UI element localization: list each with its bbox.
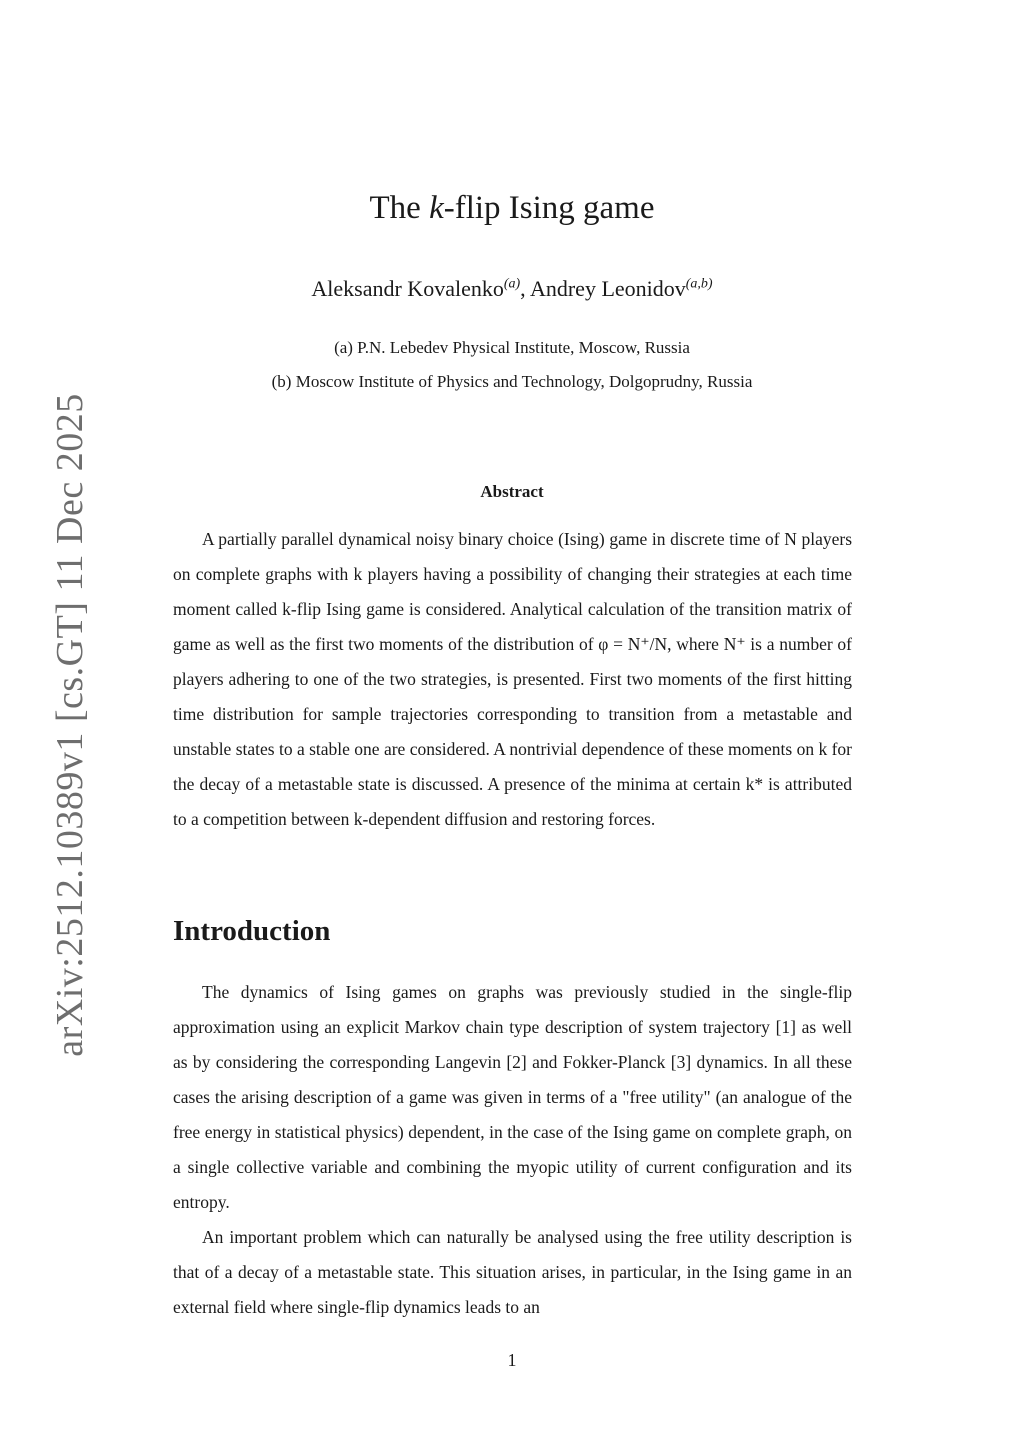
paragraph-text: An important problem which can naturally be analysed using the free utility description is that of a decay of a metastable state. This situation arises, in particular, in the Ising game in an external field where single-flip dynamics leads to an (173, 1227, 852, 1317)
title-var: k (429, 190, 444, 226)
page-number: 1 (507, 1350, 517, 1370)
affiliation: (b) Moscow Institute of Physics and Technology, Dolgoprudny, Russia (271, 372, 753, 391)
abstract-body (173, 522, 852, 837)
author-name: Andrey Leonidov (529, 276, 686, 301)
arxiv-stamp: arXiv:2512.10389v1 [cs.GT] 11 Dec 2025 (49, 393, 91, 1057)
section-heading: Introduction (173, 915, 331, 947)
body-paragraph-1 (173, 975, 852, 1220)
title-post: -flip Ising game (443, 190, 655, 226)
abstract-heading: Abstract (480, 482, 544, 501)
author-name: Aleksandr Kovalenko (311, 276, 504, 301)
paper-title (0, 190, 1024, 227)
body-paragraph-2 (173, 1220, 852, 1325)
abstract-text: A partially parallel dynamical noisy binary choice (Ising) game in discrete time of N players on complete graphs with k players having a possibility of changing their strategies at each time moment called k-flip Ising game is considered. Analytical calculation of the transition matrix of game as well as the first two moments of the distribution of φ = N⁺/N, where N⁺ is a number of players adhering to one of the two strategies, is presented. First two moments of the first hitting time distribution for sample trajectories corresponding to transition from a metastable and unstable states to a stable one are considered. A nontrivial dependence of these moments on k for the decay of a metastable state is discussed. A presence of the minima at certain k* is attributed to a competition between k-dependent diffusion and restoring forces. (173, 529, 852, 829)
author-affiliation-mark: (a,b) (685, 276, 713, 292)
paragraph-text: The dynamics of Ising games on graphs was previously studied in the single-flip approximation using an explicit Markov chain type description of system trajectory [1] as well as by considering the corresponding Langevin [2] and Fokker-Planck [3] dynamics. In all these cases the arising description of a game was given in terms of a "free utility" (an analogue of the free energy in statistical physics) dependent, in the case of the Ising game on complete graph, on a single collective variable and combining the myopic utility of current configuration and its entropy. (173, 982, 852, 1212)
author-affiliation-mark: (a) (503, 276, 521, 292)
author-list (0, 276, 1024, 302)
title-pre: The (369, 190, 430, 226)
author-separator: , (520, 276, 530, 301)
affiliation: (a) P.N. Lebedev Physical Institute, Moscow, Russia (334, 338, 690, 357)
